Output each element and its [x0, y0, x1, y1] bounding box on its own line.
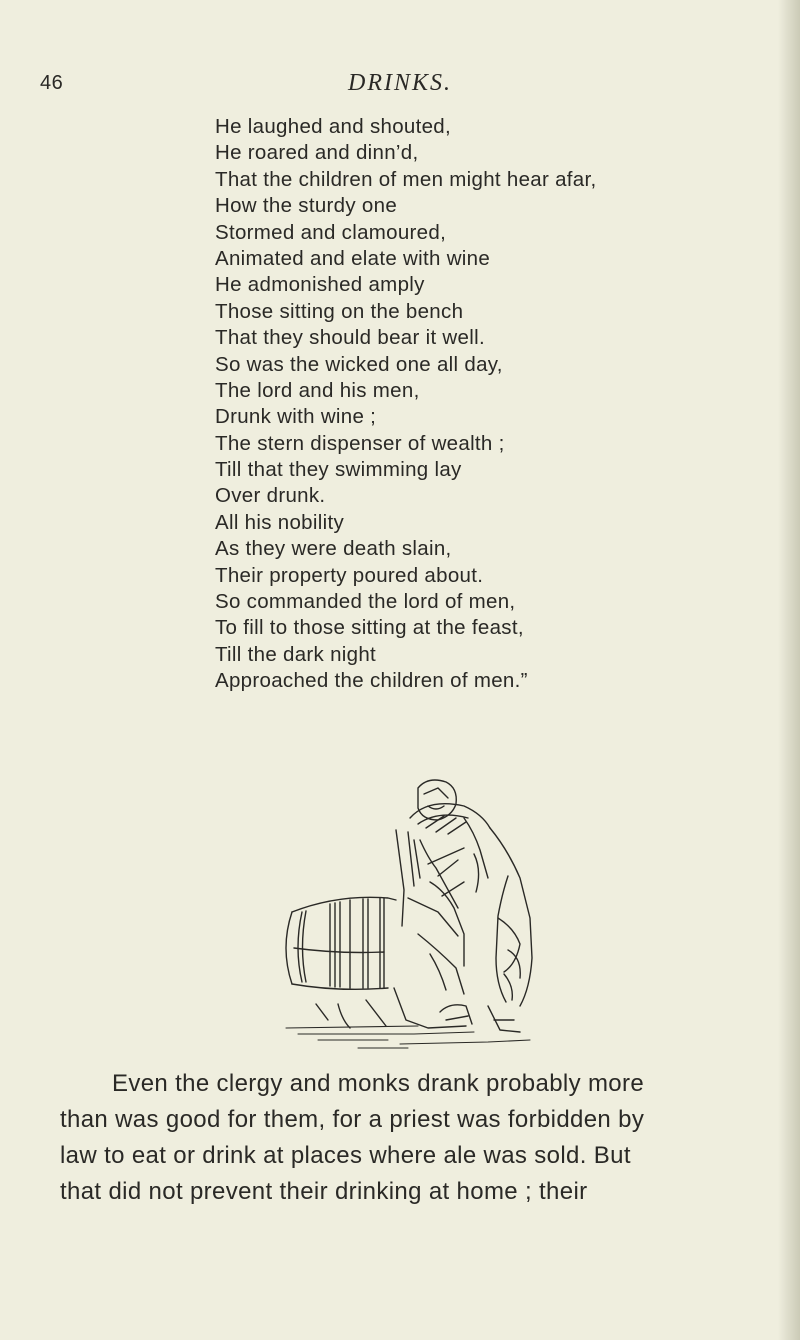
poem-line: Animated and elate with wine — [215, 246, 491, 270]
body-line: than was good for them, for a priest was forbidden by — [60, 1106, 645, 1133]
poem-line: As they were death slain, — [215, 537, 452, 561]
poem-line: He laughed and shouted, — [215, 115, 452, 138]
page-number: 46 — [40, 72, 64, 94]
poem-line: How the sturdy one — [215, 194, 398, 218]
poem-line: That the children of men might hear afar, — [215, 167, 597, 191]
running-title: DRINKS. — [348, 70, 452, 96]
poem — [215, 114, 597, 695]
seated-figure-drawing — [316, 780, 532, 1032]
page-edge-shadow — [778, 0, 800, 1340]
poem-line: Stormed and clamoured, — [215, 220, 447, 244]
poem-line: He admonished amply — [215, 273, 425, 297]
poem-line: Till the dark night — [215, 642, 377, 666]
poem-line: Till that they swimming lay — [215, 458, 462, 482]
body-paragraph — [60, 1066, 644, 1210]
poem-line: To fill to those sitting at the feast, — [215, 616, 524, 640]
poem-line: All his nobility — [215, 510, 344, 534]
ground-lines-drawing — [286, 1026, 530, 1048]
poem-line: Those sitting on the bench — [215, 299, 464, 323]
figure-with-barrel-illustration — [268, 758, 558, 1053]
body-line: law to eat or drink at places where ale was sold. But — [60, 1142, 631, 1169]
poem-line: The lord and his men, — [215, 378, 420, 402]
poem-line: That they should bear it well. — [215, 326, 485, 350]
poem-line: So commanded the lord of men, — [215, 590, 516, 614]
poem-line: Over drunk. — [215, 484, 326, 508]
poem-line: He roared and dinn’d, — [215, 141, 419, 165]
body-line: Even the clergy and monks drank probably more — [112, 1070, 645, 1097]
barrel-drawing — [286, 897, 396, 989]
poem-line: Drunk with wine ; — [215, 405, 377, 429]
poem-line: Approached the children of men.” — [215, 669, 528, 693]
poem-line: So was the wicked one all day, — [215, 352, 503, 376]
body-line: that did not prevent their drinking at home ; their — [60, 1178, 588, 1205]
poem-line: Their property poured about. — [215, 563, 484, 587]
poem-line: The stern dispenser of wealth ; — [215, 431, 505, 455]
